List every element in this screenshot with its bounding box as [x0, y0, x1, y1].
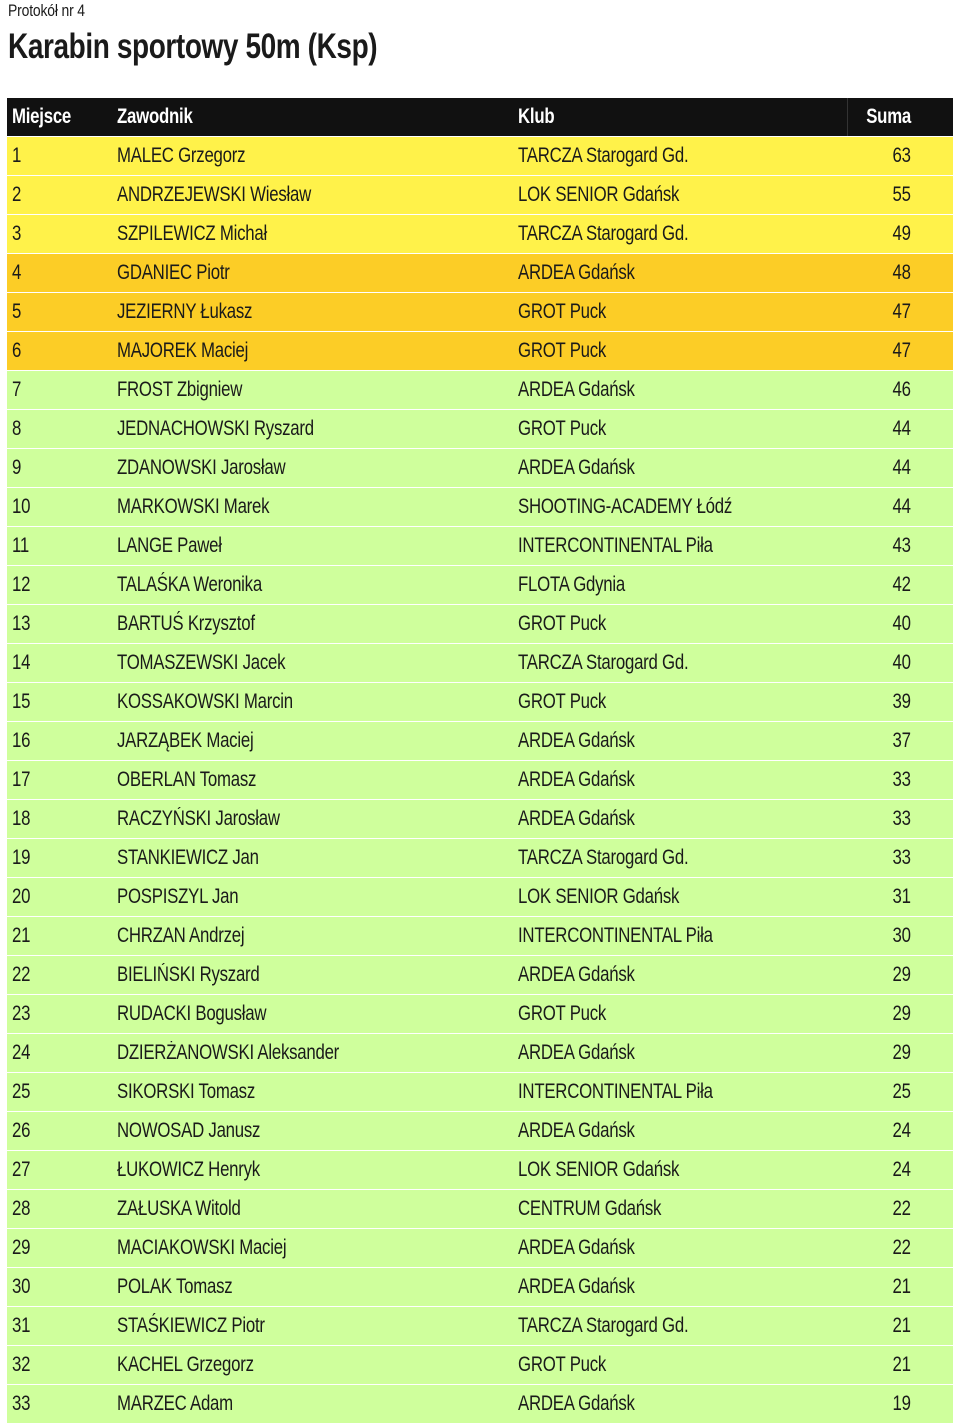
cell-name: GDANIEC Piotr: [117, 261, 230, 284]
cell-sum: 24: [892, 1119, 911, 1142]
table-row: [7, 527, 953, 566]
cell-name: KOSSAKOWSKI Marcin: [117, 690, 293, 713]
cell-club: TARCZA Starogard Gd.: [518, 651, 689, 674]
cell-club: ARDEA Gdańsk: [518, 963, 635, 986]
cell-name: TOMASZEWSKI Jacek: [117, 651, 286, 674]
cell-place: 24: [12, 1041, 31, 1064]
cell-sum: 29: [892, 963, 911, 986]
cell-place: 28: [12, 1197, 31, 1220]
cell-club: ARDEA Gdańsk: [518, 261, 635, 284]
cell-name: JEDNACHOWSKI Ryszard: [117, 417, 314, 440]
cell-club: LOK SENIOR Gdańsk: [518, 1158, 680, 1181]
cell-place: 32: [12, 1353, 31, 1376]
cell-club: GROT Puck: [518, 690, 607, 713]
cell-name: ANDRZEJEWSKI Wiesław: [117, 183, 312, 206]
table-row: [7, 1268, 953, 1307]
table-row: [7, 371, 953, 410]
cell-name: OBERLAN Tomasz: [117, 768, 257, 791]
cell-name: RUDACKI Bogusław: [117, 1002, 267, 1025]
cell-name: CHRZAN Andrzej: [117, 924, 245, 947]
cell-place: 30: [12, 1275, 31, 1298]
cell-sum: 40: [892, 651, 911, 674]
table-row: [7, 995, 953, 1034]
cell-club: TARCZA Starogard Gd.: [518, 144, 689, 167]
cell-name: POLAK Tomasz: [117, 1275, 233, 1298]
cell-sum: 22: [892, 1197, 911, 1220]
table-row: [7, 1073, 953, 1112]
cell-club: ARDEA Gdańsk: [518, 1119, 635, 1142]
cell-sum: 42: [892, 573, 911, 596]
table-row: [7, 722, 953, 761]
cell-club: LOK SENIOR Gdańsk: [518, 885, 680, 908]
cell-sum: 29: [892, 1041, 911, 1064]
cell-name: BARTUŚ Krzysztof: [117, 612, 255, 635]
cell-sum: 44: [892, 495, 911, 518]
cell-name: MALEC Grzegorz: [117, 144, 246, 167]
cell-place: 27: [12, 1158, 31, 1181]
cell-name: ZDANOWSKI Jarosław: [117, 456, 286, 479]
cell-name: ZAŁUSKA Witold: [117, 1197, 241, 1220]
cell-sum: 21: [892, 1353, 911, 1376]
cell-club: ARDEA Gdańsk: [518, 1236, 635, 1259]
table-row: [7, 449, 953, 488]
cell-club: ARDEA Gdańsk: [518, 378, 635, 401]
cell-club: ARDEA Gdańsk: [518, 768, 635, 791]
cell-place: 31: [12, 1314, 31, 1337]
cell-club: ARDEA Gdańsk: [518, 1392, 635, 1415]
table-row: [7, 1112, 953, 1151]
cell-name: FROST Zbigniew: [117, 378, 243, 401]
cell-club: FLOTA Gdynia: [518, 573, 625, 596]
table-row: [7, 1151, 953, 1190]
cell-name: SIKORSKI Tomasz: [117, 1080, 256, 1103]
cell-place: 10: [12, 495, 31, 518]
cell-sum: 22: [892, 1236, 911, 1259]
cell-sum: 47: [892, 339, 911, 362]
cell-name: BIELIŃSKI Ryszard: [117, 963, 260, 986]
table-row: [7, 878, 953, 917]
cell-club: CENTRUM Gdańsk: [518, 1197, 662, 1220]
cell-place: 7: [12, 378, 22, 401]
cell-place: 5: [12, 300, 22, 323]
table-row: [7, 254, 953, 293]
table-row: [7, 1034, 953, 1073]
cell-club: GROT Puck: [518, 417, 607, 440]
cell-name: MARZEC Adam: [117, 1392, 233, 1415]
cell-name: MAJOREK Maciej: [117, 339, 249, 362]
cell-sum: 19: [892, 1392, 911, 1415]
cell-sum: 44: [892, 417, 911, 440]
cell-place: 9: [12, 456, 22, 479]
cell-name: POSPISZYL Jan: [117, 885, 239, 908]
cell-sum: 24: [892, 1158, 911, 1181]
table-row: [7, 215, 953, 254]
table-row: [7, 683, 953, 722]
cell-place: 8: [12, 417, 22, 440]
table-row: [7, 176, 953, 215]
table-row: [7, 1346, 953, 1385]
cell-sum: 21: [892, 1275, 911, 1298]
table-row: [7, 566, 953, 605]
cell-name: ŁUKOWICZ Henryk: [117, 1158, 260, 1181]
cell-place: 12: [12, 573, 31, 596]
cell-sum: 21: [892, 1314, 911, 1337]
cell-name: STAŚKIEWICZ Piotr: [117, 1314, 265, 1337]
cell-sum: 33: [892, 768, 911, 791]
cell-name: JEZIERNY Łukasz: [117, 300, 253, 323]
cell-club: INTERCONTINENTAL Piła: [518, 924, 713, 947]
cell-place: 25: [12, 1080, 31, 1103]
cell-sum: 43: [892, 534, 911, 557]
cell-club: INTERCONTINENTAL Piła: [518, 534, 713, 557]
cell-name: KACHEL Grzegorz: [117, 1353, 254, 1376]
cell-club: SHOOTING-ACADEMY Łódź: [518, 495, 733, 518]
table-row: [7, 761, 953, 800]
cell-place: 1: [12, 144, 22, 167]
cell-name: DZIERŻANOWSKI Aleksander: [117, 1041, 340, 1064]
cell-club: TARCZA Starogard Gd.: [518, 222, 689, 245]
cell-place: 18: [12, 807, 31, 830]
table-row: [7, 917, 953, 956]
cell-sum: 25: [892, 1080, 911, 1103]
cell-place: 23: [12, 1002, 31, 1025]
table-row: [7, 1307, 953, 1346]
cell-place: 22: [12, 963, 31, 986]
cell-sum: 31: [892, 885, 911, 908]
cell-place: 13: [12, 612, 31, 635]
cell-name: RACZYŃSKI Jarosław: [117, 807, 280, 830]
cell-place: 2: [12, 183, 22, 206]
cell-place: 14: [12, 651, 31, 674]
cell-sum: 33: [892, 807, 911, 830]
cell-club: GROT Puck: [518, 612, 607, 635]
table-row: [7, 839, 953, 878]
results-table: [7, 98, 953, 1424]
cell-name: MARKOWSKI Marek: [117, 495, 270, 518]
cell-place: 15: [12, 690, 31, 713]
cell-place: 3: [12, 222, 22, 245]
cell-place: 20: [12, 885, 31, 908]
cell-sum: 44: [892, 456, 911, 479]
table-row: [7, 488, 953, 527]
cell-place: 11: [12, 534, 29, 557]
cell-name: JARZĄBEK Maciej: [117, 729, 254, 752]
cell-club: ARDEA Gdańsk: [518, 1041, 635, 1064]
header-name: Zawodnik: [117, 105, 193, 128]
cell-name: LANGE Paweł: [117, 534, 222, 557]
cell-club: GROT Puck: [518, 1002, 607, 1025]
cell-name: SZPILEWICZ Michał: [117, 222, 267, 245]
cell-club: GROT Puck: [518, 339, 607, 362]
table-row: [7, 605, 953, 644]
table-row: [7, 644, 953, 683]
table-row: [7, 800, 953, 839]
cell-club: ARDEA Gdańsk: [518, 729, 635, 752]
table-row: [7, 293, 953, 332]
cell-sum: 37: [892, 729, 911, 752]
table-row: [7, 332, 953, 371]
table-row: [7, 410, 953, 449]
cell-name: MACIAKOWSKI Maciej: [117, 1236, 287, 1259]
cell-club: TARCZA Starogard Gd.: [518, 846, 689, 869]
cell-place: 6: [12, 339, 22, 362]
cell-club: ARDEA Gdańsk: [518, 1275, 635, 1298]
cell-club: LOK SENIOR Gdańsk: [518, 183, 680, 206]
cell-sum: 29: [892, 1002, 911, 1025]
cell-place: 29: [12, 1236, 31, 1259]
cell-sum: 55: [892, 183, 911, 206]
table-row: [7, 137, 953, 176]
cell-sum: 47: [892, 300, 911, 323]
table-header-row: [7, 98, 953, 137]
cell-place: 16: [12, 729, 31, 752]
cell-sum: 48: [892, 261, 911, 284]
cell-club: ARDEA Gdańsk: [518, 456, 635, 479]
cell-sum: 39: [892, 690, 911, 713]
cell-sum: 30: [892, 924, 911, 947]
table-row: [7, 1229, 953, 1268]
cell-name: STANKIEWICZ Jan: [117, 846, 259, 869]
cell-place: 19: [12, 846, 31, 869]
cell-club: ARDEA Gdańsk: [518, 807, 635, 830]
cell-sum: 33: [892, 846, 911, 869]
cell-place: 4: [12, 261, 22, 284]
cell-sum: 63: [892, 144, 911, 167]
cell-place: 21: [12, 924, 31, 947]
table-body: [7, 137, 953, 1424]
table-row: [7, 1385, 953, 1424]
cell-name: TALAŚKA Weronika: [117, 573, 262, 596]
table-row: [7, 956, 953, 995]
header-club: Klub: [518, 105, 555, 128]
protocol-number: Protokół nr 4: [8, 1, 85, 20]
cell-sum: 49: [892, 222, 911, 245]
header-divider: [847, 98, 848, 136]
header-place: Miejsce: [12, 105, 72, 128]
cell-club: INTERCONTINENTAL Piła: [518, 1080, 713, 1103]
cell-club: TARCZA Starogard Gd.: [518, 1314, 689, 1337]
cell-place: 26: [12, 1119, 31, 1142]
cell-sum: 46: [892, 378, 911, 401]
cell-place: 33: [12, 1392, 31, 1415]
cell-club: GROT Puck: [518, 300, 607, 323]
cell-name: NOWOSAD Janusz: [117, 1119, 261, 1142]
cell-club: GROT Puck: [518, 1353, 607, 1376]
cell-place: 17: [12, 768, 31, 791]
page-title: Karabin sportowy 50m (Ksp): [8, 27, 378, 66]
table-row: [7, 1190, 953, 1229]
cell-sum: 40: [892, 612, 911, 635]
header-sum: Suma: [866, 105, 911, 128]
